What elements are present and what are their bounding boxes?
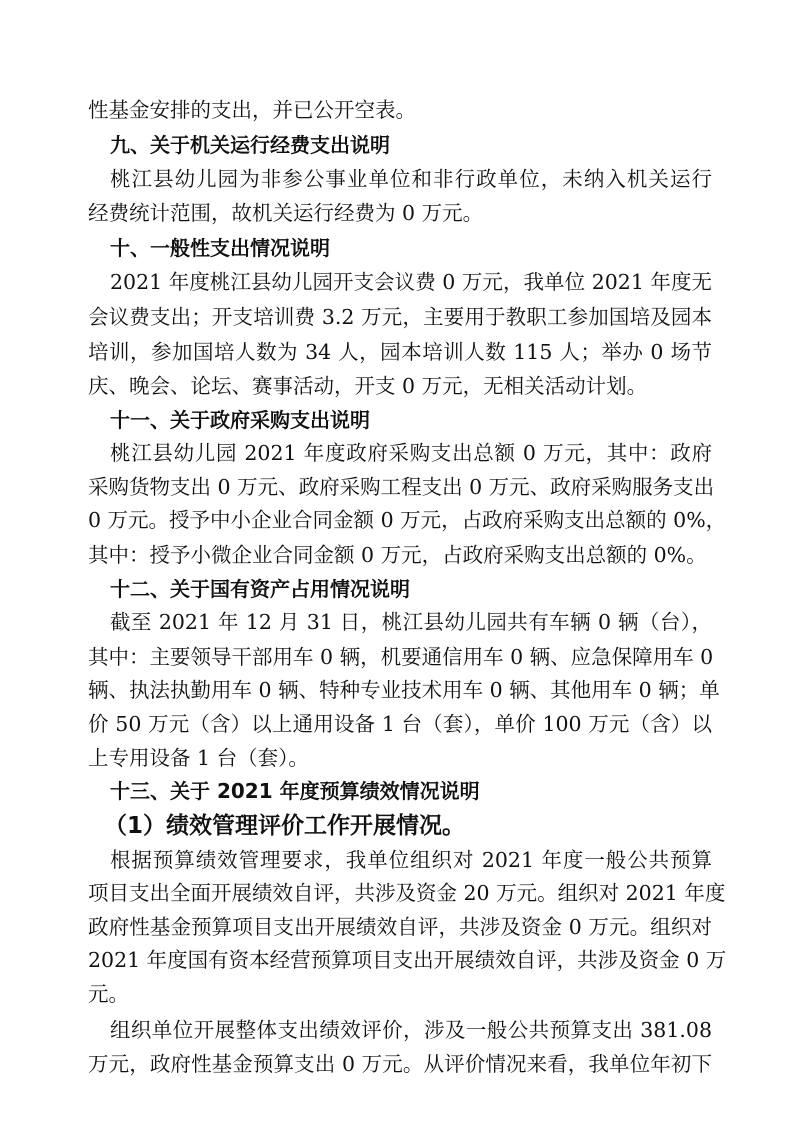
paragraph-line: 其中：主要领导干部用车 0 辆，机要通信用车 0 辆、应急保障用车 0 [88,645,714,669]
paragraph-line: 经费统计范围，故机关运行经费为 0 万元。 [88,201,484,225]
paragraph-line: 桃江县幼儿园为非参公事业单位和非行政单位，未纳入机关运行 [110,167,712,191]
paragraph-line: 价 50 万元（含）以上通用设备 1 台（套），单价 100 万元（含）以 [88,712,712,736]
paragraph-line: 政府性基金预算项目支出开展绩效自评，共涉及资金 0 万元。组织对 [88,915,712,939]
section-heading: 十二、关于国有资产占用情况说明 [110,577,410,601]
paragraph-line: 根据预算绩效管理要求，我单位组织对 2021 年度一般公共预算 [110,848,712,872]
paragraph-line: 辆、执法执勤用车 0 辆、特种专业技术用车 0 辆、其他用车 0 辆；单 [88,678,720,702]
section-heading: 九、关于机关运行经费支出说明 [110,133,390,157]
paragraph-line: 2021 年度桃江县幼儿园开支会议费 0 万元，我单位 2021 年度无 [110,270,712,294]
paragraph-line: 万元，政府性基金预算支出 0 万元。从评价情况来看，我单位年初下 [88,1052,712,1076]
section-heading: 十三、关于 2021 年度预算绩效情况说明 [110,779,480,803]
paragraph-line: 性基金安排的支出，并已公开空表。 [88,98,416,122]
subsection-heading: （1）绩效管理评价工作开展情况。 [104,813,466,839]
paragraph-line: 庆、晚会、论坛、赛事活动，开支 0 万元，无相关活动计划。 [88,374,648,398]
paragraph-line: 桃江县幼儿园 2021 年度政府采购支出总额 0 万元，其中：政府 [110,441,712,465]
paragraph-line: 0 万元。授予中小企业合同金额 0 万元，占政府采购支出总额的 0%， [88,508,727,532]
section-heading: 十、一般性支出情况说明 [110,236,330,260]
paragraph-line: 截至 2021 年 12 月 31 日，桃江县幼儿园共有车辆 0 辆（台）， [110,610,712,634]
paragraph-line: 培训，参加国培人数为 34 人，园本培训人数 115 人；举办 0 场节 [88,340,712,364]
paragraph-line: 2021 年度国有资本经营预算项目支出开展绩效自评，共涉及资金 0 万 [88,948,727,972]
paragraph-line: 项目支出全面开展绩效自评，共涉及资金 20 万元。组织对 2021 年度 [88,881,726,905]
paragraph-line: 元。 [88,982,129,1006]
paragraph-line: 会议费支出；开支培训费 3.2 万元，主要用于教职工参加国培及园本 [88,305,712,329]
paragraph-line: 上专用设备 1 台（套）。 [88,746,309,770]
paragraph-line: 其中：授予小微企业合同金额 0 万元，占政府采购支出总额的 0%。 [88,543,707,567]
section-heading: 十一、关于政府采购支出说明 [110,408,370,432]
paragraph-line: 采购货物支出 0 万元、政府采购工程支出 0 万元、政府采购服务支出 [88,475,715,499]
paragraph-line: 组织单位开展整体支出绩效评价，涉及一般公共预算支出 381.08 [110,1018,712,1042]
